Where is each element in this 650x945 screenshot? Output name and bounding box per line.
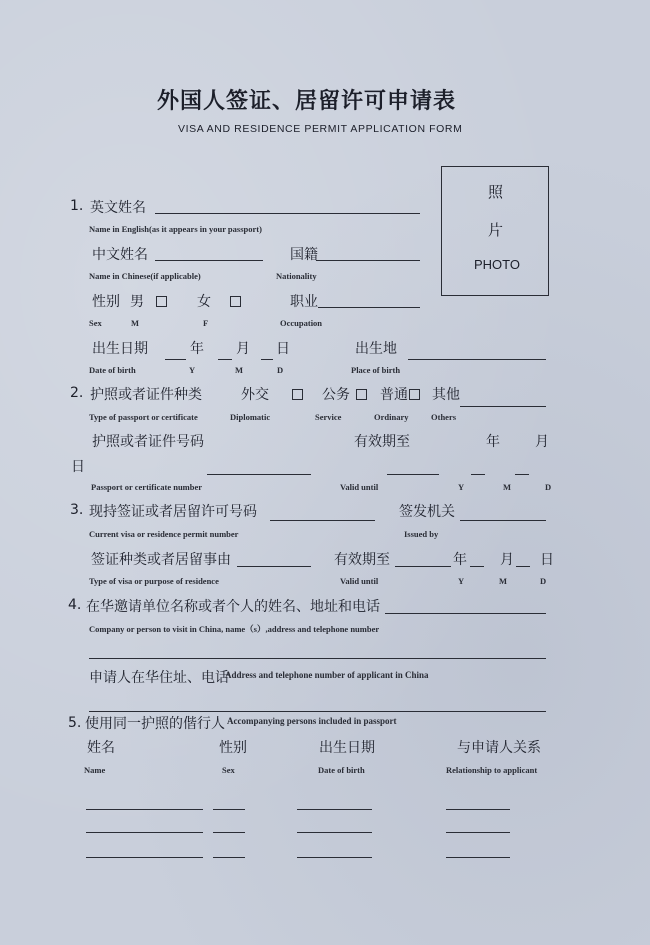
chinese-name-field[interactable] [155, 260, 263, 261]
pob-field[interactable] [408, 359, 546, 360]
visa-type-field[interactable] [237, 566, 311, 567]
occupation-field[interactable] [318, 307, 420, 308]
pob-label-en: Place of birth [351, 365, 401, 375]
sex-label-en: Sex [89, 318, 102, 328]
visa-valid-label-en: Valid until [340, 576, 379, 586]
section-4-number: 4. [68, 597, 82, 613]
others-label: 其他 [432, 387, 460, 403]
pob-label: 出生地 [355, 341, 397, 357]
visa-valid-year-label-en: Y [458, 576, 465, 586]
passport-valid-label: 有效期至 [354, 434, 410, 450]
photo-label-en: PHOTO [474, 257, 520, 272]
visa-valid-month-field[interactable] [470, 566, 484, 567]
photo-label-zh-2: 片 [488, 221, 504, 239]
companion-3-name-field[interactable] [86, 857, 203, 858]
passport-valid-day-label: 日 [71, 459, 85, 475]
companion-3-sex-field[interactable] [213, 857, 245, 858]
companion-1-relation-field[interactable] [446, 809, 510, 810]
passport-number-label-en: Passport or certificate number [91, 482, 203, 492]
china-address-field[interactable] [89, 711, 546, 712]
male-label-en: M [131, 318, 140, 328]
dob-label-en: Date of birth [89, 365, 136, 375]
col-dob-label: 出生日期 [319, 740, 375, 756]
chinese-name-label-en: Name in Chinese(if applicable) [89, 271, 201, 281]
visa-valid-year-label: 年 [453, 552, 467, 568]
nationality-field[interactable] [316, 260, 420, 261]
companion-1-sex-field[interactable] [213, 809, 245, 810]
passport-valid-day-label-en: D [545, 482, 552, 492]
male-label: 男 [130, 294, 144, 310]
current-visa-label: 现持签证或者居留许可号码 [89, 504, 257, 520]
sex-label: 性别 [92, 294, 120, 310]
dob-year-label: 年 [190, 341, 204, 357]
inviter-label-en: Company or person to visit in China, name（s）,address and telephone number [89, 624, 380, 634]
section-3-number: 3. [70, 502, 84, 518]
visa-type-label: 签证种类或者居留事由 [91, 552, 231, 568]
dob-day-field[interactable] [261, 359, 273, 360]
dob-year-field[interactable] [165, 359, 186, 360]
china-address-label-en: Address and telephone number of applicant in China [225, 670, 429, 680]
passport-number-field[interactable] [207, 474, 311, 475]
companion-3-dob-field[interactable] [297, 857, 372, 858]
photo-label-zh-1: 照 [488, 183, 504, 201]
others-field[interactable] [460, 406, 546, 407]
diplomatic-checkbox[interactable] [292, 389, 303, 400]
accompanying-label: 使用同一护照的偕行人 [85, 716, 225, 732]
companion-3-relation-field[interactable] [446, 857, 510, 858]
companion-2-sex-field[interactable] [213, 832, 245, 833]
col-name-label: 姓名 [87, 740, 115, 756]
col-relation-label: 与申请人关系 [457, 740, 541, 756]
female-label: 女 [197, 294, 211, 310]
col-dob-label-en: Date of birth [318, 765, 365, 775]
inviter-label: 在华邀请单位名称或者个人的姓名、地址和电话 [86, 599, 380, 615]
dob-day-label: 日 [276, 341, 290, 357]
companion-2-relation-field[interactable] [446, 832, 510, 833]
passport-valid-year-label: 年 [486, 434, 500, 450]
passport-valid-year-label-en: Y [458, 482, 465, 492]
english-name-label: 英文姓名 [90, 200, 146, 216]
passport-valid-month-label-en: M [503, 482, 512, 492]
visa-valid-year-field[interactable] [395, 566, 451, 567]
service-checkbox[interactable] [356, 389, 367, 400]
ordinary-label-en: Ordinary [374, 412, 409, 422]
col-relation-label-en: Relationship to applicant [446, 765, 538, 775]
current-visa-label-en: Current visa or residence permit number [89, 529, 239, 539]
inviter-field-1[interactable] [385, 613, 546, 614]
passport-type-label-en: Type of passport or certificate [89, 412, 198, 422]
visa-type-label-en: Type of visa or purpose of residence [89, 576, 219, 586]
visa-valid-day-label-en: D [540, 576, 547, 586]
passport-valid-label-en: Valid until [340, 482, 379, 492]
nationality-label-en: Nationality [276, 271, 317, 281]
others-label-en: Others [431, 412, 457, 422]
current-visa-field[interactable] [270, 520, 375, 521]
passport-valid-year-field[interactable] [387, 474, 439, 475]
dob-month-label-en: M [235, 365, 244, 375]
inviter-field-2[interactable] [89, 658, 546, 659]
accompanying-label-en: Accompanying persons included in passport [227, 716, 397, 726]
companion-2-dob-field[interactable] [297, 832, 372, 833]
service-label: 公务 [322, 387, 350, 403]
china-address-label: 申请人在华住址、电话 [89, 670, 229, 686]
ordinary-checkbox[interactable] [409, 389, 420, 400]
photo-box [441, 166, 549, 296]
passport-valid-day-field[interactable] [515, 474, 529, 475]
ordinary-label: 普通 [380, 387, 408, 403]
companion-2-name-field[interactable] [86, 832, 203, 833]
female-checkbox[interactable] [230, 296, 241, 307]
issued-by-label: 签发机关 [399, 504, 455, 520]
occupation-label: 职业 [290, 294, 318, 310]
service-label-en: Service [315, 412, 342, 422]
col-sex-label-en: Sex [222, 765, 235, 775]
passport-valid-month-field[interactable] [471, 474, 485, 475]
passport-valid-month-label: 月 [535, 434, 549, 450]
occupation-label-en: Occupation [280, 318, 323, 328]
diplomatic-label: 外交 [241, 387, 269, 403]
visa-valid-day-label: 日 [540, 552, 554, 568]
companion-1-dob-field[interactable] [297, 809, 372, 810]
col-name-label-en: Name [84, 765, 106, 775]
nationality-label: 国籍 [290, 247, 318, 263]
companion-1-name-field[interactable] [86, 809, 203, 810]
male-checkbox[interactable] [156, 296, 167, 307]
section-2-number: 2. [70, 385, 84, 401]
issued-by-field[interactable] [460, 520, 546, 521]
issued-by-label-en: Issued by [404, 529, 439, 539]
dob-year-label-en: Y [189, 365, 196, 375]
dob-label: 出生日期 [92, 341, 148, 357]
english-name-field[interactable] [155, 213, 420, 214]
form-title-zh: 外国人签证、居留许可申请表 [157, 89, 457, 114]
section-1-number: 1. [70, 198, 84, 214]
female-label-en: F [203, 318, 209, 328]
section-5-number: 5. [68, 715, 82, 731]
form-title-en: VISA AND RESIDENCE PERMIT APPLICATION FORM [178, 123, 463, 135]
chinese-name-label: 中文姓名 [92, 247, 148, 263]
dob-month-label: 月 [236, 341, 250, 357]
diplomatic-label-en: Diplomatic [230, 412, 271, 422]
visa-valid-label: 有效期至 [334, 552, 390, 568]
visa-valid-month-label-en: M [499, 576, 508, 586]
passport-type-label: 护照或者证件种类 [90, 387, 202, 403]
passport-number-label: 护照或者证件号码 [92, 434, 204, 450]
english-name-label-en: Name in English(as it appears in your passport) [89, 224, 262, 234]
dob-month-field[interactable] [218, 359, 232, 360]
dob-day-label-en: D [277, 365, 284, 375]
visa-valid-month-label: 月 [500, 552, 514, 568]
col-sex-label: 性别 [219, 740, 247, 756]
visa-valid-day-field[interactable] [516, 566, 530, 567]
